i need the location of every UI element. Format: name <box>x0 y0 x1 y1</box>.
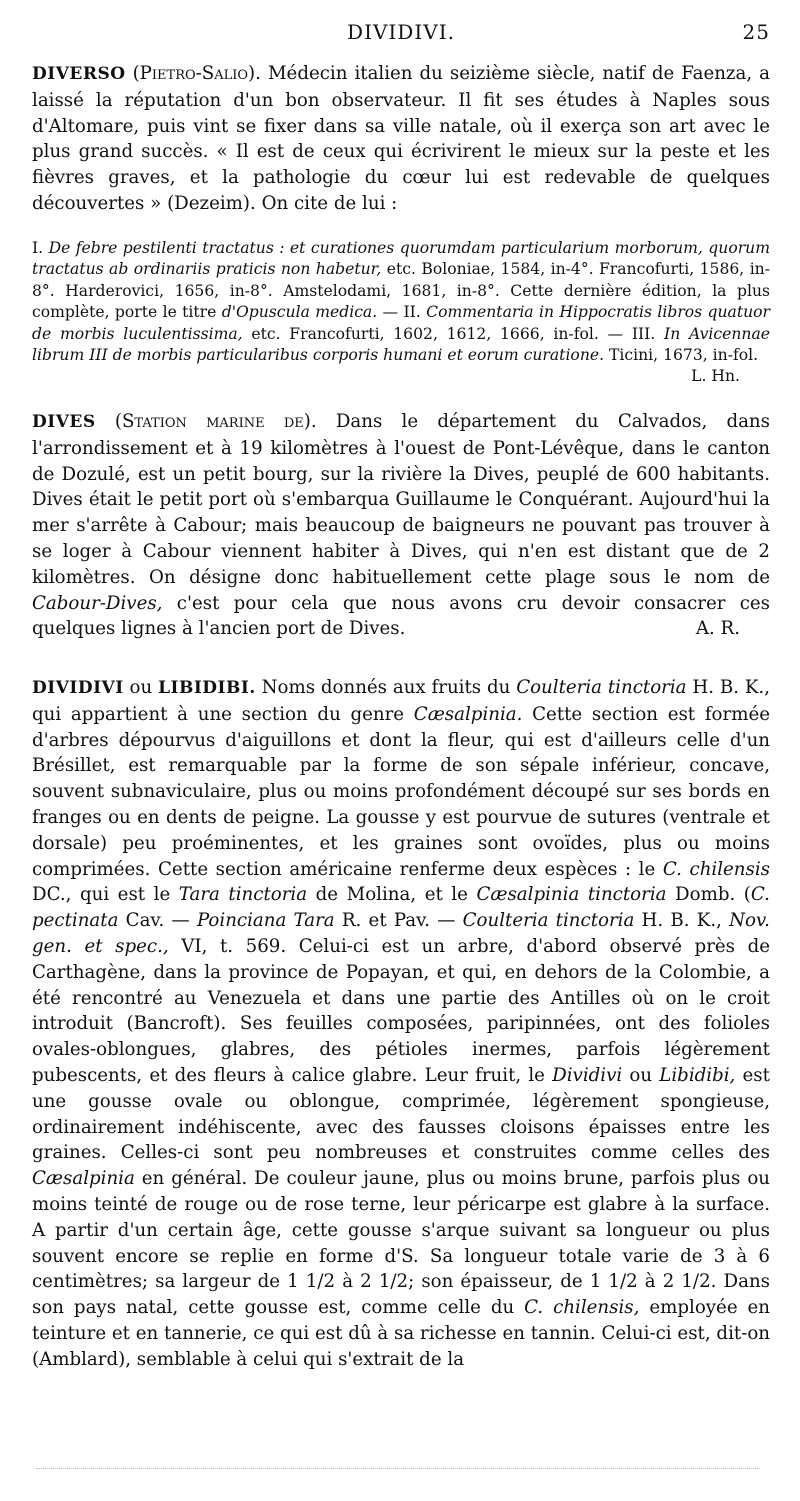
entry-text: Domb. ( <box>675 884 751 906</box>
entry-italic: Tara tinctoria <box>178 884 308 906</box>
entry-text: Médecin italien du seizième siècle, natif de Faenza, a laissé la réputation d'un bon observateur. Il fit ses études à Naples sous d'Altomare, puis vint se fixer dans sa ville natale, où il exerça son art avec le plus grand succès. « Il est de ceux qui écrivirent le mieux sur la peste et les fièvres graves, et la pathologie du cœur lui est redevable de quelques découvertes » (Dezeim). On cite de lui : <box>32 63 770 214</box>
headword-qualifier: (Pietro-Salio). <box>132 63 261 84</box>
entry-italic: Libidibi, <box>659 1064 736 1086</box>
entry-italic: C. chilensis <box>662 858 770 880</box>
entry-italic: Poinciana Tara <box>196 910 335 932</box>
headword: DIVERSO <box>32 64 126 84</box>
bib-title: In Avicennae librum III de morbis particularibus corporis humani et eorum curatione. <box>32 324 770 365</box>
entry-italic: C. pectinata <box>32 884 770 932</box>
headword: LIBIDIBI. <box>158 678 256 698</box>
bib-number: — II. <box>382 303 421 322</box>
entry-text: en général. De couleur jaune, plus ou moins brune, parfois plus ou moins teinté de rouge ou de rose terne, leur péricarpe est glabre à la surface. A partir d'un certain âge, cette gousse s'arque suivant sa longueur ou plus souvent encore se replie en forme d'S. Sa longueur totale varie de 3 à 6 centimètres; sa largeur de 1 1/2 à 2 1/2; son épaisseur, de 1 1/2 à 2 1/2. Dans son pays natal, cette gousse est, comme celle du <box>32 1168 770 1319</box>
entry-text: Cav. — <box>125 910 190 932</box>
bib-title: De febre pestilenti tractatus : et curationes quorumdam particularium morborum, quorum tractatus ab ordinariis praticis non habetur, <box>32 239 771 279</box>
entry-text: R. et Pav. — <box>341 910 456 932</box>
entry-italic: Nov. gen. et spec., <box>32 910 770 957</box>
bibliography-diverso <box>32 238 770 388</box>
entry-italic: Cæsalpinia tinctoria <box>476 884 667 906</box>
entry-text: Noms donnés aux fruits du <box>261 677 511 698</box>
headword: DIVES <box>32 412 96 432</box>
entry-italic: Cæsalpinia <box>32 1168 135 1190</box>
headword-conjunction: ou <box>129 677 153 698</box>
running-header <box>32 20 770 50</box>
page-number: 25 <box>742 20 770 44</box>
entry-text: ou <box>629 1064 653 1086</box>
author-signature: A. R. <box>695 618 740 640</box>
entry-italic: Coulteria tinctoria <box>462 910 635 932</box>
entry-text: c'est pour cela que nous avons cru devoir consacrer ces quelques lignes à l'ancien port de Dives. <box>32 592 770 640</box>
entry-text: employée en teinture et en tannerie, ce qui est dû à sa richesse en tannin. Celui-ci est, dit-on (Amblard), semblable à celui qui s'extrait de la <box>32 1297 770 1370</box>
entry-text: H. B. K., qui appartient à une section du genre <box>32 677 770 725</box>
entry-italic: C. chilensis, <box>524 1297 640 1319</box>
entry-italic: Coulteria tinctoria <box>516 677 687 698</box>
entry-text: Dans le département du Calvados, dans l'arrondissement et à 19 kilomètres à l'ouest de Pont-Lévêque, dans le canton de Dozulé, est un petit bourg, sur la rivière la Dives, peuplé de 600 habitants. Dives était le petit port où s'embarqua Guillaume le Conquérant. Aujourd'hui la mer s'arrête à Cabour; mais beaucoup de baigneurs ne pouvant pas trouver à se loger à Cabour viennent habiter à Dives, qui n'en est distant que de 2 kilomètres. On désigne donc habituellement cette plage sous le nom de <box>32 411 770 588</box>
entry-dives <box>32 409 770 642</box>
entry-italic: Cæsalpinia. <box>413 703 523 725</box>
entry-text: VI, t. 569. Celui-ci est un arbre, d'abord observé près de Carthagène, dans la province de Popayan, et qui, en dehors de la Colombie, a été rencontré au Venezuela et dans une partie des Antilles où on le croit introduit (Bancroft). Ses feuilles composées, paripinnées, ont des folioles ovales-oblongues, glabres, des pétioles inermes, parfois légèrement pubescents, et des fleurs à calice glabre. Leur fruit, le <box>32 935 770 1086</box>
entry-text: de Molina, et le <box>315 884 468 906</box>
footer-divider <box>36 1468 760 1469</box>
bib-text: etc. Francofurti, 1602, 1612, 1666, in-fol. — III. <box>251 324 656 343</box>
author-signature: L. Hn. <box>691 367 740 386</box>
bib-title: d'Opuscula medica. <box>221 303 378 322</box>
entry-text: est une gousse ovale ou oblongue, comprimée, légèrement spongieuse, ordinairement indéhiscente, avec des fausses cloisons épaisses entre les graines. Celles-ci sont peu nombreuses et construites comme celles des <box>32 1064 770 1164</box>
bib-number: I. <box>32 239 44 257</box>
entry-italic: Cabour-Dives, <box>32 592 163 614</box>
headword-qualifier: (Station marine de). <box>114 411 317 432</box>
entry-italic: Dividivi <box>552 1064 623 1086</box>
entry-text: H. B. K., <box>641 910 722 932</box>
bib-text: etc. Boloniae, 1584, in-4°. Francofurti, 1586, in-8°. Harderovici, 1656, in-8°. Amstelodami, 1681, in-8°. Cette dernière édition, la plus complète, porte le titre <box>32 260 770 322</box>
entry-diverso <box>32 61 770 217</box>
headword: DIVIDIVI <box>32 678 124 698</box>
bib-text: Ticini, 1673, in-fol. <box>609 346 759 365</box>
entry-text: Cette section est formée d'arbres dépourvus d'aiguillons et dont la fleur, qui est d'ailleurs celle d'un Brésillet, est remarquable par la forme de son sépale inférieur, concave, souvent subnaviculaire, plus ou moins profondément découpé sur ses bords en franges ou en dents de peigne. La gousse y est pourvue de sutures (ventrale et dorsale) peu proéminentes, et les graines sont ovoïdes, plus ou moins comprimées. Cette section américaine renferme deux espèces : le <box>32 703 770 880</box>
bib-title: Commentaria in Hippocratis libros quatuor de morbis luculentissima, <box>32 303 770 343</box>
entry-dividivi <box>32 675 770 1373</box>
entry-text: DC., qui est le <box>32 884 171 906</box>
running-title: DIVIDIVI. <box>347 20 455 44</box>
